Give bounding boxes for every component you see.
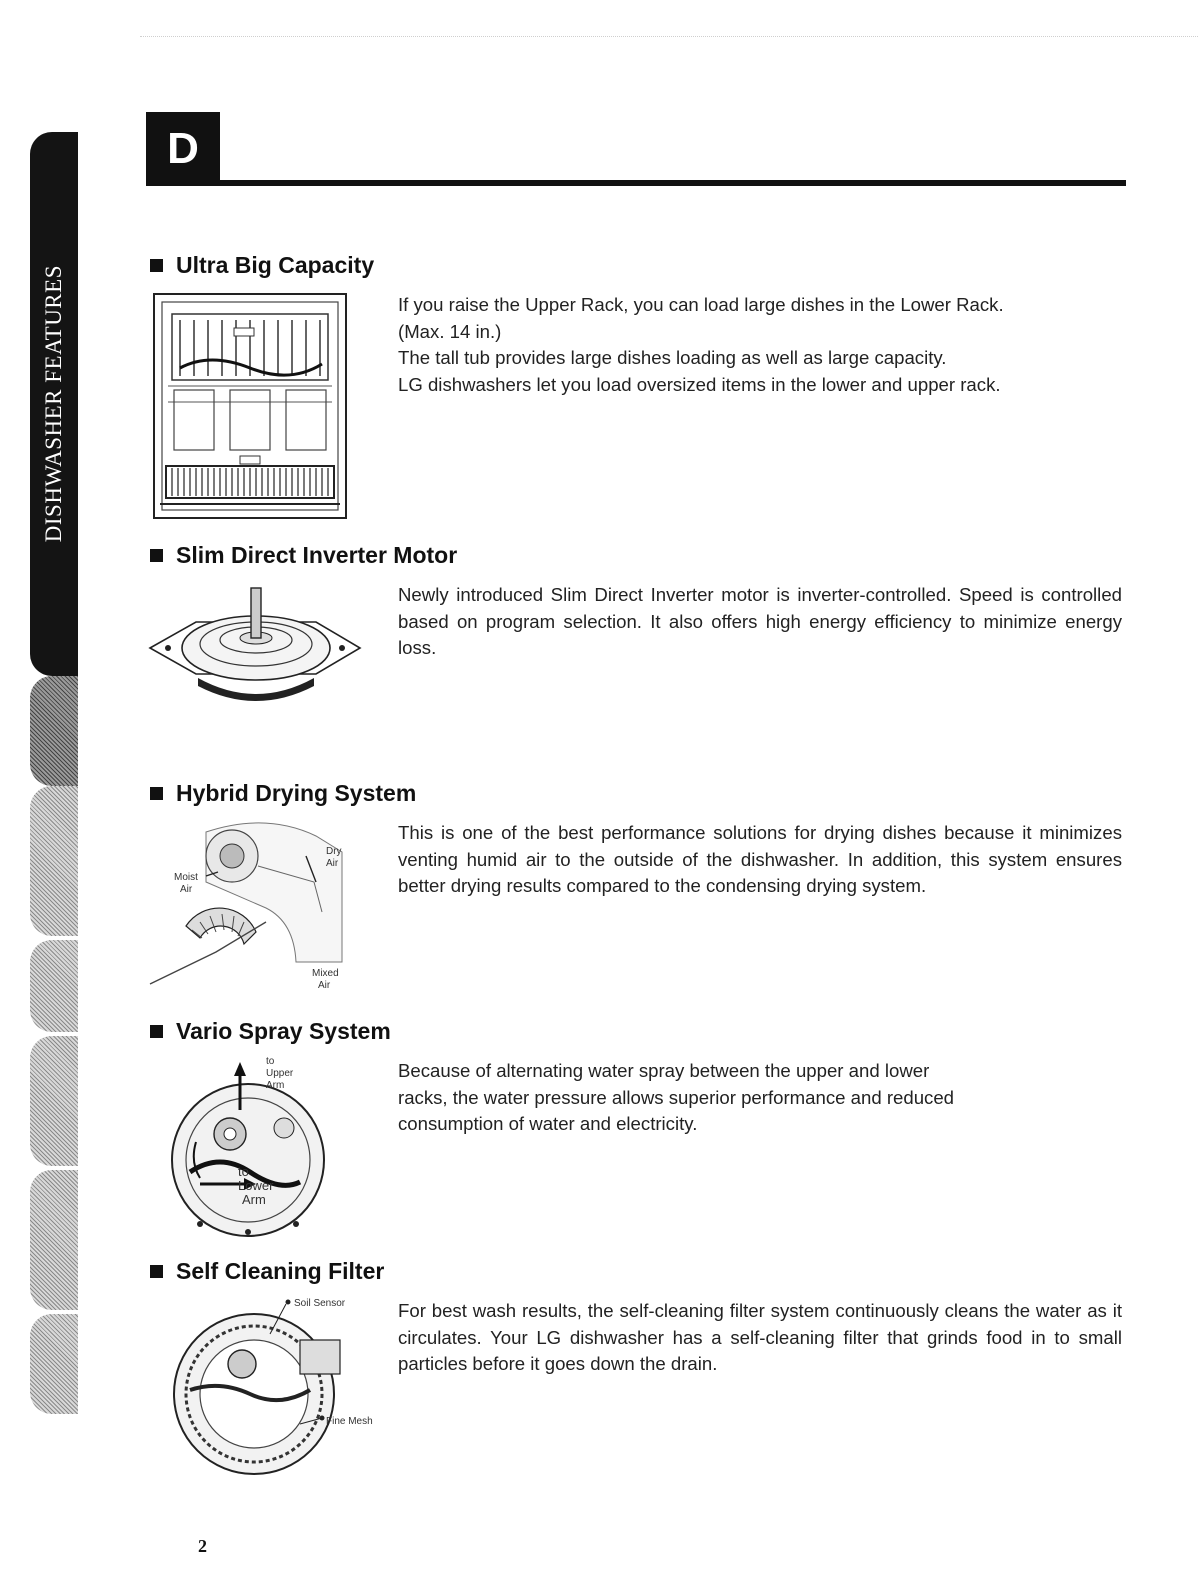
square-bullet-icon xyxy=(150,549,163,562)
square-bullet-icon xyxy=(150,1025,163,1038)
label-mixed-line1: Mixed xyxy=(312,968,339,979)
section-body: This is one of the best performance solutions for drying dishes because it minimizes venting humid air to the outside of the dishwasher. In addition, this system ensures better drying results compared to the condensing drying system. xyxy=(398,822,1122,896)
label-lower-line2: Lower xyxy=(238,1178,274,1193)
section-title: Self Cleaning Filter xyxy=(176,1258,385,1284)
side-tab-label: DISHWASHER FEATURES xyxy=(41,265,66,543)
section-heading xyxy=(150,1258,1130,1285)
chapter-rule xyxy=(146,180,1126,186)
side-tab-label-wrap xyxy=(30,132,78,676)
label-upper-line1: to xyxy=(266,1056,275,1067)
body-line: consumption of water and electricity. xyxy=(398,1113,698,1134)
label-soil-sensor: Soil Sensor xyxy=(294,1298,346,1309)
chapter-letter-box xyxy=(146,112,220,186)
hybrid-drying-illustration xyxy=(146,812,356,992)
body-line: If you raise the Upper Rack, you can load large dishes in the Lower Rack. xyxy=(398,294,1004,315)
side-tab-3 xyxy=(30,786,78,936)
label-dry-line1: Dry xyxy=(326,846,342,857)
inverter-motor-illustration xyxy=(146,582,366,712)
label-dry-line2: Air xyxy=(326,858,339,869)
section-title: Ultra Big Capacity xyxy=(176,252,375,278)
section-heading xyxy=(150,542,1130,569)
body-line: (Max. 14 in.) xyxy=(398,320,502,342)
label-moist-line2: Air xyxy=(180,884,193,895)
section-body: For best wash results, the self-cleaning filter system continuously cleans the water as it circulates. Your LG dishwasher has a self-cleaning filter that grinds food in to small particles before it goes down the drain. xyxy=(398,1300,1122,1374)
square-bullet-icon xyxy=(150,787,163,800)
section-heading xyxy=(150,252,1130,279)
top-dotted-rule xyxy=(140,36,1198,37)
side-tab-7 xyxy=(30,1314,78,1414)
square-bullet-icon xyxy=(150,1265,163,1278)
section-body: Newly introduced Slim Direct Inverter motor is inverter-controlled. Speed is controlled based on program selection. It also offers high energy efficiency to minimize energy loss. xyxy=(398,584,1122,658)
side-tab-5 xyxy=(30,1036,78,1166)
body-line: Because of alternating water spray between the upper and lower xyxy=(398,1060,930,1081)
label-fine-mesh: Fine Mesh xyxy=(326,1416,373,1427)
section-body xyxy=(398,292,1122,398)
section-title: Slim Direct Inverter Motor xyxy=(176,542,458,568)
label-upper-line2: Upper xyxy=(266,1068,294,1079)
body-line: LG dishwashers let you load oversized items in the lower and upper rack. xyxy=(398,373,1001,395)
vario-spray-illustration xyxy=(160,1052,340,1240)
label-upper-line3: Arm xyxy=(266,1080,285,1091)
side-tab-4 xyxy=(30,940,78,1032)
square-bullet-icon xyxy=(150,259,163,272)
side-tab-2 xyxy=(30,676,78,786)
page-number: 2 xyxy=(198,1536,207,1556)
section-heading xyxy=(150,780,1130,807)
section-ultra-big-capacity xyxy=(150,252,1130,395)
self-cleaning-filter-illustration xyxy=(150,1294,390,1478)
section-title: Hybrid Drying System xyxy=(176,780,417,806)
label-lower-line1: to xyxy=(238,1164,249,1179)
section-body xyxy=(398,1058,1122,1138)
side-tab-6 xyxy=(30,1170,78,1310)
body-line: racks, the water pressure allows superior performance and reduced xyxy=(398,1086,955,1108)
label-moist-line1: Moist xyxy=(174,872,198,883)
section-title: Vario Spray System xyxy=(176,1018,391,1044)
dishwasher-rack-illustration xyxy=(150,290,350,522)
label-lower-line3: Arm xyxy=(242,1192,266,1207)
section-slim-direct-inverter-motor xyxy=(150,542,1130,658)
chapter-letter: D xyxy=(167,124,199,173)
section-heading xyxy=(150,1018,1130,1045)
body-line: The tall tub provides large dishes loading as well as large capacity. xyxy=(398,347,947,368)
label-mixed-line2: Air xyxy=(318,980,331,991)
